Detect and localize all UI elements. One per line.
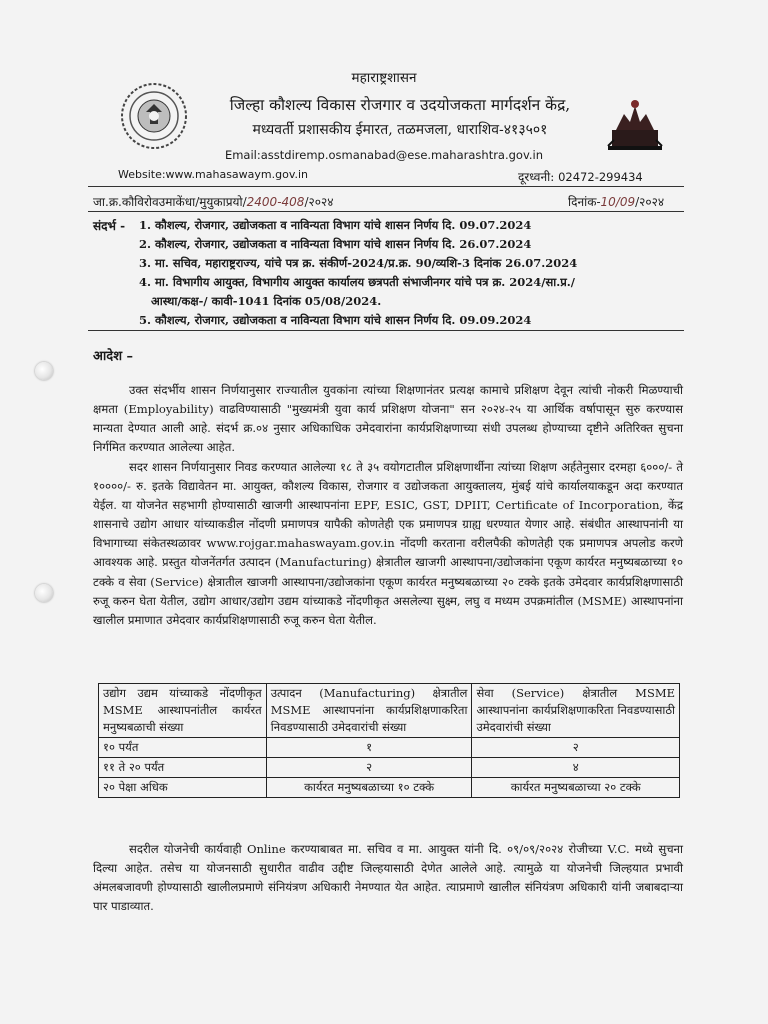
table-header-row [99,684,680,738]
punch-hole-icon [35,584,53,602]
table-cell: २० पेक्षा अधिक [99,778,267,798]
reference-item: 3. मा. सचिव, महाराष्ट्रराज्य, यांचे पत्र क्र. संकीर्ण-2024/प्र.क्र. 90/व्यशि-3 दिनांक 26.07.2024 [139,256,578,270]
reference-item: 2. कौशल्य, रोजगार, उद्योजकता व नाविन्यता विभाग यांचे शासन निर्णय दि. 26.07.2024 [139,237,532,251]
table-cell: कार्यरत मनुष्यबळाच्या २० टक्के [472,778,680,798]
table-row [99,778,680,798]
table-row [99,738,680,758]
table-header-cell: उद्योग उद्यम यांच्याकडे नोंदणीकृत MSME आस्थापनांतील कार्यरत मनुष्यबळाची संख्या [99,684,267,738]
header-divider [88,186,684,187]
reference-item: 4. मा. विभागीय आयुक्त, विभागीय आयुक्त कार्यालय छत्रपती संभाजीनगर यांचे पत्र क्र. 2024/सा.प्र./ [139,275,575,289]
phone-line [518,168,643,185]
reference-item: 1. कौशल्य, रोजगार, उद्योजकता व नाविन्यता विभाग यांचे शासन निर्णय दि. 09.07.2024 [139,218,532,232]
date-handwritten: 10/09 [600,195,636,209]
order-paragraph-1: उक्त संदर्भीय शासन निर्णयानुसार राज्यातील युवकांना त्यांच्या शिक्षणानंतर प्रत्यक्ष कामाचे प्रशिक्षण देवून त्यांची नोकरी मिळण्याची क्षमता (Employability) वाढविण्यासाठी "मुख्यमंत्री युवा कार्य प्रशिक्षण योजना" सन २०२४-२५ या आर्थिक वर्षापासून सुरु करण्यास मान्यता देण्यात आली आहे. संदर्भ क्र.०४ नुसार अधिकाधिक उमेदवारांना कार्यप्रशिक्षणाच्या संधी उपलब्ध होण्याच्या दृष्टीने अतिरिक्त सुचना निर्गमित करण्यात आलेल्या आहेत. [93,383,684,455]
reference-item: 5. कौशल्य, रोजगार, उद्योजकता व नाविन्यता विभाग यांचे शासन निर्णय दि. 09.09.2024 [139,313,532,327]
punch-hole-icon [35,362,53,380]
ref-handwritten: 2400-408 [246,195,305,209]
office-address: मध्यवर्ती प्रशासकीय ईमारत, तळमजला, धाराशिव-४१३५०१ [252,122,548,138]
order-paragraph-3: सदरील योजनेची कार्यवाही Online करण्याबाबत मा. सचिव व मा. आयुक्त यांनी दि. ०९/०९/२०२४ रोजीच्या V.C. मध्ये सुचना दिल्या आहेत. तसेच या योजनसाठी सुधारीत वाढीव उद्दीष्ट जिल्हयासाठी देणेत आलेले आहे. त्यामुळे या योजनेची जिल्हयात प्रभावी अंमलबजावणी होण्यासाठी खालीलप्रमाणे संनियंत्रण अधिकारी नेमण्यात येत आहेत. त्याप्रमाणे खालील संनियंत्रण अधिकारी यांनी जबाबदाऱ्या पार पाडाव्यात. [93,842,683,914]
reference-divider [88,211,684,212]
table-cell: १० पर्यंत [99,738,267,758]
table-cell: ४ [472,758,680,778]
emblem-seal-left [120,82,188,150]
table-cell: कार्यरत मनुष्यबळाच्या १० टक्के [266,778,472,798]
date-suffix: /२०२४ [635,195,665,209]
order-heading: आदेश – [93,349,134,364]
order-paragraph-2: सदर शासन निर्णयानुसार निवड करण्यात आलेल्या १८ ते ३५ वयोगटातील प्रशिक्षणार्थीना त्यांच्या शिक्षण अर्हतेनुसार दरमहा ६०००/- ते १००००/- रु. इतके विद्यावेतन मा. आयुक्त, कौशल्य विकास, रोजगार व उद्योजकता आयुक्तालय, मुंबई यांचे कार्यालयाकडून अदा करण्यात येईल. या योजनेत सहभागी होण्यासाठी खाजगी आस्थापनांना EPF, ESIC, GST, DPIIT, Certificate of Incorporation, केंद्र शासनाचे उद्योग आधार यांच्याकडील नोंदणी प्रमाणपत्र यापैकी कोणतेही एक प्रमाणपत्र ग्राह्य धरण्यात येणार आहे. संबंधीत आस्थापनांनी या विभागाच्या संकेतस्थळावर www.rojgar.mahaswayam.gov.in नोंदणी करताना वरीलपैकी कोणतेही एक प्रमाणपत्र अपलोड करणे आवश्यक आहे. प्रस्तुत योजनेंतर्गत उत्पादन (Manufacturing) क्षेत्रातील खाजगी आस्थापना/उद्योजकांना एकूण कार्यरत मनुष्यबळाच्या १० टक्के व सेवा (Service) क्षेत्रातील खाजगी आस्थापना/उद्योजकांना एकूण कार्यरत मनुष्यबळाच्या २० टक्के इतके उमेदवार कार्यप्रशिक्षणासाठी रुजू करुन घेता येतील, उद्योग आधार/उद्योग उद्यम यांच्याकडे नोंदणीकृत असलेल्या सुक्ष्म, लघु व मध्यम उपक्रमांतील (MSME) आस्थापनांना खालील प्रमाणात उमेदवार कार्यप्रशिक्षणासाठी रुजू करुन घेता येतील. [93,460,683,627]
reference-number [93,193,333,210]
ref-suffix: /२०२४ [304,195,334,209]
table-header-cell: उत्पादन (Manufacturing) क्षेत्रातील MSME आस्थापनांना कार्यप्रशिक्षणाकरिता निवडण्यासाठी उमेदवारांची संख्या [266,684,472,738]
government-title: महाराष्ट्रशासन [351,70,417,86]
phone-label: दूरध्वनी: [518,170,555,184]
table-cell: ११ ते २० पर्यंत [99,758,267,778]
table-cell: १ [266,738,472,758]
office-name: जिल्हा कौशल्य विकास रोजगार व उदयोजकता मार्गदर्शन केंद्र, [229,96,571,114]
table-row [99,758,680,778]
reference-list [139,216,684,330]
email-line: Email:asstdiremp.osmanabad@ese.maharashtra.gov.in [224,148,544,162]
phone-number: 02472-299434 [558,170,643,184]
references-divider [88,330,684,331]
reference-item-continued: आस्था/कक्ष-/ कावी-1041 दिनांक 05/08/2024. [151,294,382,308]
table-cell: २ [472,738,680,758]
website-line: Website:www.mahasawaym.gov.in [118,168,309,181]
district-seal-right [604,96,666,156]
sandarbh-label: संदर्भ - [93,219,126,233]
date-label: दिनांक- [568,195,601,209]
table-cell: २ [266,758,472,778]
msme-table [98,683,680,798]
reference-date [568,193,664,210]
ref-prefix: जा.क्र.कौविरोवउमाकेंधा/मुयुकाप्रयो/ [93,195,247,209]
table-header-cell: सेवा (Service) क्षेत्रातील MSME आस्थापनांना कार्यप्रशिक्षणाकरिता निवडण्यासाठी उमेदवारांची संख्या [472,684,680,738]
